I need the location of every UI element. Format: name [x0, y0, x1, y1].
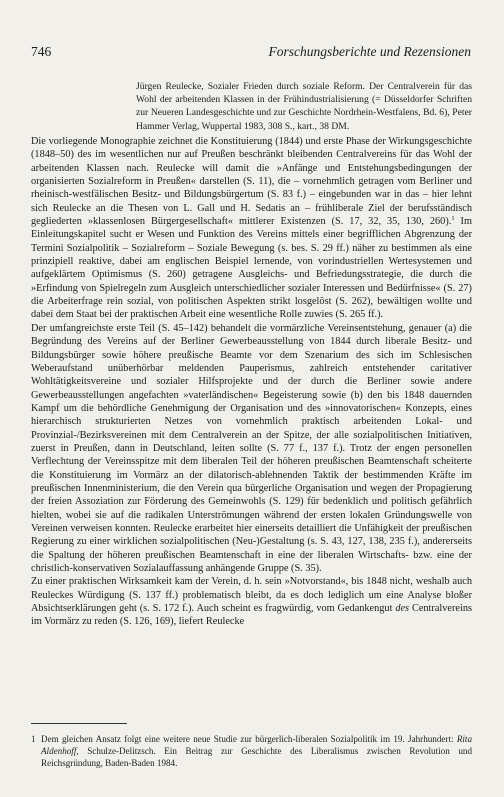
footnotes — [31, 733, 472, 770]
review-body — [31, 135, 472, 629]
footnote-rule — [31, 723, 127, 724]
footnote-1: 1 Dem gleichen Ansatz folgt eine weitere neue Studie zur bürgerlich-liberalen Sozialpolitik im 19. Jahrhundert: Rita Aldenhoff, Schulze-Delitzsch. Ein Beitrag zur Geschichte des Liberalismus zwischen Revolution und Reichsgründung, Baden-Baden 1984. — [31, 734, 472, 769]
running-title: Forschungsberichte und Rezensionen — [268, 44, 471, 59]
paragraph-2: Der umfangreichste erste Teil (S. 45–142) behandelt die vormärzliche Vereinsentstehung, genauer (a) die Begründung des Vereins auf der Berliner Gewerbeausstellung von 1844 durch liberale Besitz- und Bildungsbürger sowie höhere preußische Beamte vor dem Szenarium des sich im Schlesischen Weberaufstand unüberhörbar meldenden Pauperismus, zahlreich entstehender caritativer Wohltätigkeitsvereine und sozialer Hilfsprojekte und der durch die Berliner sowie andere Gewerbeausstellungen angefachten »vaterländischen« Begeisterung sowie (b) den bis 1848 dauernden Kampf um die behördliche Genehmigung der Organisation und des »innovatorischen« Konzepts, eines hierarchisch strukturierten Netzes von vornehmlich praktisch arbeitenden Lokal- und Provinzial-/Bezirksvereinen mit dem Centralverein an der Spitze, der alle sozialpolitischen Initiativen, zuerst in Preußen, dann in Deutschland, leiten sollte (S. 77 f., 137 f.). Trotz der engen personellen Verflechtung der Vereinsspitze mit dem liberalen Teil der höheren preußischen Beamtenschaft scheiterte die Konstituierung im Vormärz an der dilatorisch-ablehnenden Taktik der bestimmenden Kräfte im preußischen Innenministerium, die den Verein qua bürgerliche Organisation und wegen der Propagierung der freien Assoziation zur Förderung des Gemeinwohls (S. 129) für bedenklich und politisch gefährlich hielten, wobei sie auf die radikalen Unterströmungen während der ersten lokalen Gründungswelle von Vereinen verweisen konnten. Reulecke erarbeitet hier einerseits detailliert die Unfähigkeit der preußischen Regierung zu einer wirklichen sozialpolitischen (Neu-)Gestaltung (s. S. 43, 127, 138, 235 f.), andererseits die Spaltung der höheren preußischen Beamtenschaft in eine der liberalen Wirtschafts- bzw. eine der christlich-konservativen Sozialauffassung anhängende Gruppe (S. 35). — [31, 322, 472, 574]
page-number: 746 — [31, 44, 52, 59]
paragraph-3: Zu einer praktischen Wirksamkeit kam der Verein, d. h. sein »Notvorstand«, bis 1848 nicht, weshalb auch Reuleckes Würdigung (S. 137 ff.) problematisch bleibt, da es doch lediglich um eine Analyse bloßer Absichtserklärungen geht (s. S. 172 f.). Auch scheint es fragwürdig, vom Gedankengut des Centralvereins im Vormärz zu reden (S. 126, 169), liefert Reulecke — [31, 576, 472, 628]
bibliographic-text: Jürgen Reulecke, Sozialer Frieden durch soziale Reform. Der Centralverein für das Wohl der arbeitenden Klassen in der Frühindustrialisierung (= Düsseldorfer Schriften zur Neueren Landesgeschichte und zur Geschichte Nordrhein-Westfalens, Bd. 6), Peter Hammer Verlag, Wuppertal 1983, 308 S., kart., 38 DM. — [136, 81, 472, 132]
footnote-marker: 1 — [451, 215, 455, 223]
running-header — [31, 44, 471, 60]
bibliographic-entry — [136, 80, 472, 133]
paragraph-1: Die vorliegende Monographie zeichnet die Konstituierung (1844) und erste Phase der Wirkungsgeschichte (1848–50) des im wesentlichen nur auf Preußen beschränkt bleibenden Centralvereins für das Wohl der arbeitenden Klassen nach. Reulecke will damit die »Anfänge und Entstehungsbedingungen der organisierten Sozialreform in Preußen« darstellen (S. 11), die – vornehmlich getragen vom Berliner und rheinisch-westfälischen Besitz- und Bildungsbürgertum (S. 83 f.) – eingebunden war in das – hier lehnt sich Reulecke an die Thesen von L. Gall und H. Sedatis an – frühliberale Ziel der berufsständisch gegliederten »klassenlosen Bürgergesellschaft« mittlerer Existenzen (S. 17, 32, 35, 130, 260).$^1$ Im Einleitungskapitel sucht er Wesen und Funktion des Vereins mittels einer begrifflichen Abgrenzung der Termini Sozialpolitik – Sozialreform – Soziale Bewegung (s. bes. S. 29 ff.) näher zu bestimmen als eine prinzipiell reaktive, dabei am englischen Beispiel lernende, von vorindustriellen Wertesystemen und aufgeklärtem Optimismus (S. 260) getragene Ausgleichs- und Befriedungsstrategie, die durch die »Erfindung von Spielregeln zum Ausgleich unterschiedlicher sozialer Interessen und Bedürfnisse« (S. 27) die Arbeiterfrage rein sozial, von politischen Aspekten strikt losgelöst (S. 262), bewältigen wollte und dabei dem Staat bei der praktischen Arbeit eine wesentliche Rolle zuwies (S. 265 ff.). — [31, 136, 472, 321]
